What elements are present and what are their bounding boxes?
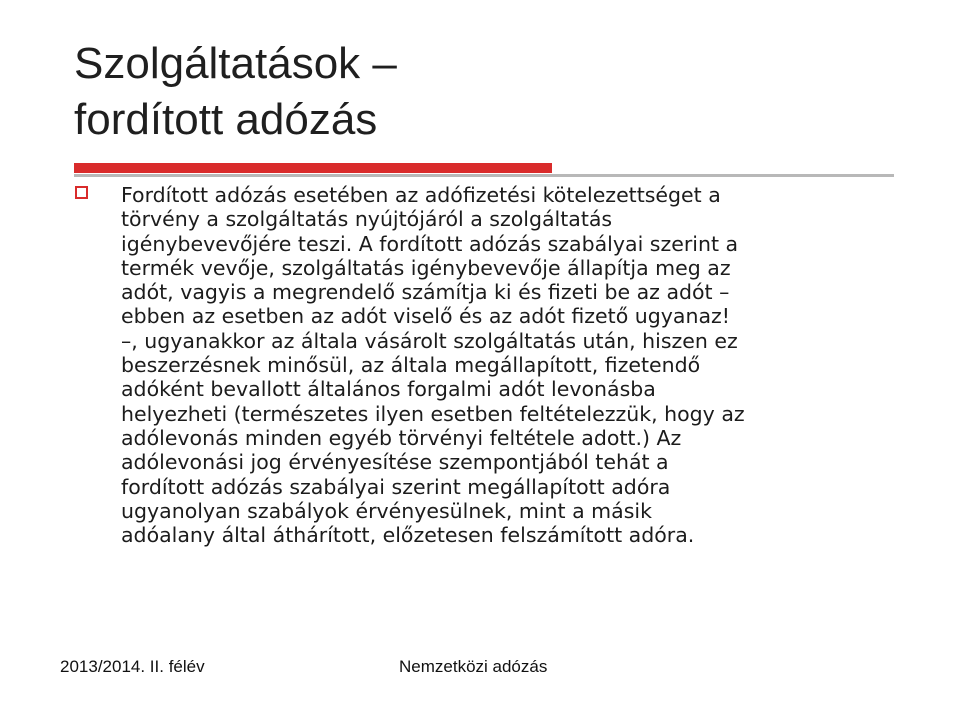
paragraph-line: Fordított adózás esetében az adófizetési kötelezettséget a bbox=[121, 183, 721, 207]
bullet-paragraph bbox=[121, 183, 921, 547]
footer-course-name: Nemzetközi adózás bbox=[399, 657, 548, 676]
paragraph-line: termék vevője, szolgáltatás igénybevevője állapítja meg az bbox=[121, 255, 731, 280]
paragraph-line: helyezheti (természetes ilyen esetben feltételezzük, hogy az bbox=[121, 401, 745, 426]
paragraph-line: adóként bevallott általános forgalmi adót levonásba bbox=[121, 377, 656, 402]
paragraph-line: adólevonás minden egyéb törvényi feltétele adott.) Az bbox=[121, 425, 682, 450]
hollow-square-bullet-icon bbox=[75, 186, 88, 199]
paragraph-line: ebben az esetben az adót viselő és az adót fizető ugyanaz! bbox=[121, 304, 730, 329]
paragraph-line: ugyanolyan szabályok érvényesülnek, mint a másik bbox=[121, 498, 652, 523]
paragraph-line: –, ugyanakkor az általa vásárolt szolgáltatás után, hiszen ez bbox=[121, 328, 738, 353]
slide-title bbox=[74, 36, 894, 148]
paragraph-line: adólevonási jog érvényesítése szempontjából tehát a bbox=[121, 450, 669, 475]
title-divider-rule bbox=[74, 174, 894, 177]
title-accent-rule bbox=[74, 163, 552, 173]
slide-title-line: fordított adózás bbox=[74, 95, 378, 144]
footer-semester: 2013/2014. II. félév bbox=[60, 657, 205, 676]
paragraph-line: igénybevevőjére teszi. A fordított adózás szabályai szerint a bbox=[121, 231, 739, 256]
paragraph-line: beszerzésnek minősül, az általa megállapított, fizetendő bbox=[121, 353, 701, 378]
paragraph-line: fordított adózás szabályai szerint megállapított adóra bbox=[121, 474, 671, 499]
slide-title-line: Szolgáltatások – bbox=[74, 39, 397, 88]
paragraph-line: adót, vagyis a megrendelő számítja ki és fizeti be az adót – bbox=[121, 280, 730, 305]
paragraph-line: adóalany által áthárított, előzetesen felszámított adóra. bbox=[121, 523, 695, 548]
paragraph-line: törvény a szolgáltatás nyújtójáról a szolgáltatás bbox=[121, 207, 613, 232]
